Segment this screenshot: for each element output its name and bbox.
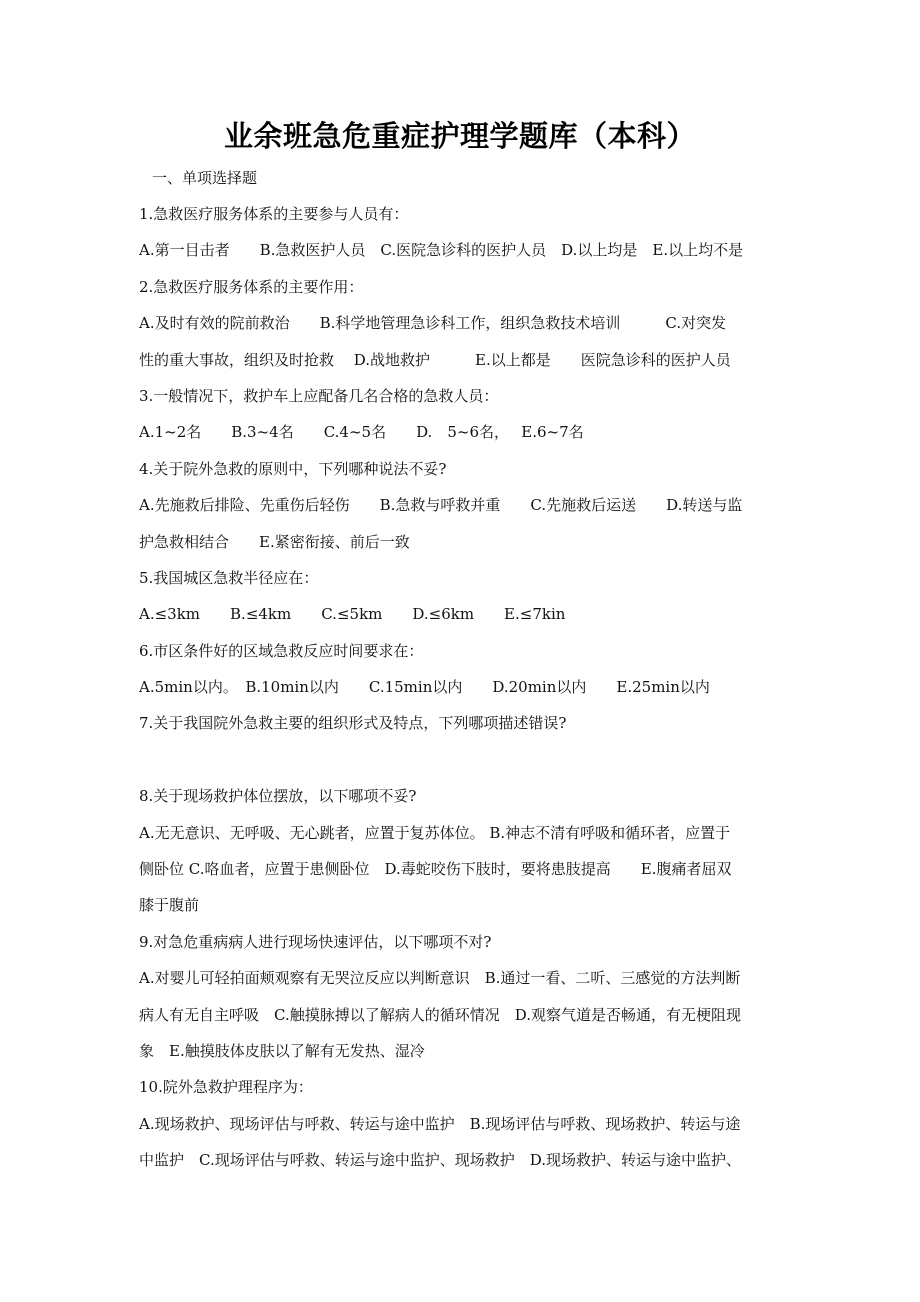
blank-line (139, 746, 794, 782)
text-line: 护急救相结合 E.紧密衔接、前后一致 (139, 532, 410, 551)
section-heading: 一、单项选择题 (152, 169, 258, 187)
text-line: 3.一般情况下，救护车上应配备几名合格的急救人员： (139, 386, 499, 405)
text-line: A.先施救后排险、先重伤后轻伤 B.急救与呼救并重 C.先施救后运送 D.转送与监 (139, 496, 743, 515)
text-line: 5.我国城区急救半径应在： (139, 568, 319, 587)
text-line: A.1~2名 B.3~4名 C.4~5名 D. 5~6名， E.6~7名 (139, 423, 584, 442)
text-line: 9.对急危重病病人进行现场快速评估，以下哪项不对? (139, 932, 492, 951)
text-line: 性的重大事故，组织及时抢救 D.战地救护 E.以上都是 医院急诊科的医护人员 (139, 350, 731, 369)
text-line: A.及时有效的院前救治 B.科学地管理急诊科工作，组织急救技术培训 C.对突发 (139, 314, 727, 333)
text-line: 2.急救医疗服务体系的主要作用： (139, 277, 364, 296)
text-line: A.现场救护、现场评估与呼救、转运与途中监护 B.现场评估与呼救、现场救护、转运与途 (139, 1114, 741, 1133)
text-line: A.对婴儿可轻拍面颊观察有无哭泣反应以判断意识 B.通过一看、二听、三感觉的方法判断 (139, 969, 741, 988)
text-line: 6.市区条件好的区域急救反应时间要求在： (139, 641, 424, 660)
text-line: 10.院外急救护理程序为： (139, 1078, 313, 1097)
text-line: 4.关于院外急救的原则中，下列哪种说法不妥? (139, 459, 447, 478)
text-line: 中监护 C.现场评估与呼救、转运与途中监护、现场救护 D.现场救护、转运与途中监护、 (139, 1151, 741, 1170)
text-line: 7.关于我国院外急救主要的组织形式及特点，下列哪项描述错误? (139, 714, 567, 733)
text-line: 8.关于现场救护体位摆放，以下哪项不妥? (139, 787, 417, 806)
text-line: 病人有无自主呼吸 C.触摸脉搏以了解病人的循环情况 D.观察气道是否畅通，有无梗阻现 (139, 1005, 741, 1024)
text-line: 侧卧位 C.咯血者，应置于患侧卧位 D.毒蛇咬伤下肢时，要将患肢提高 E.腹痛者屈双 (139, 860, 732, 879)
text-line: A.第一目击者 B.急救医护人员 C.医院急诊科的医护人员 D.以上均是 E.以上均不是 (139, 241, 744, 260)
text-line: A.5min以内。 B.10min以内 C.15min以内 D.20min以内 E.25min以内 (139, 678, 710, 697)
question-body (139, 200, 794, 1183)
text-line: 1.急救医疗服务体系的主要参与人员有： (139, 205, 409, 223)
text-line: A.无无意识、无呼吸、无心跳者，应置于复苏体位。 B.神志不清有呼吸和循环者，应置于 (139, 823, 731, 842)
document-title: 业余班急危重症护理学题库（本科） (223, 119, 696, 153)
text-line: 象 E.触摸肢体皮肤以了解有无发热、湿冷 (139, 1041, 425, 1060)
text-line: A.≤3km B.≤4km C.≤5km D.≤6km E.≤7kin (139, 605, 566, 624)
text-line: 膝于腹前 (139, 896, 200, 915)
